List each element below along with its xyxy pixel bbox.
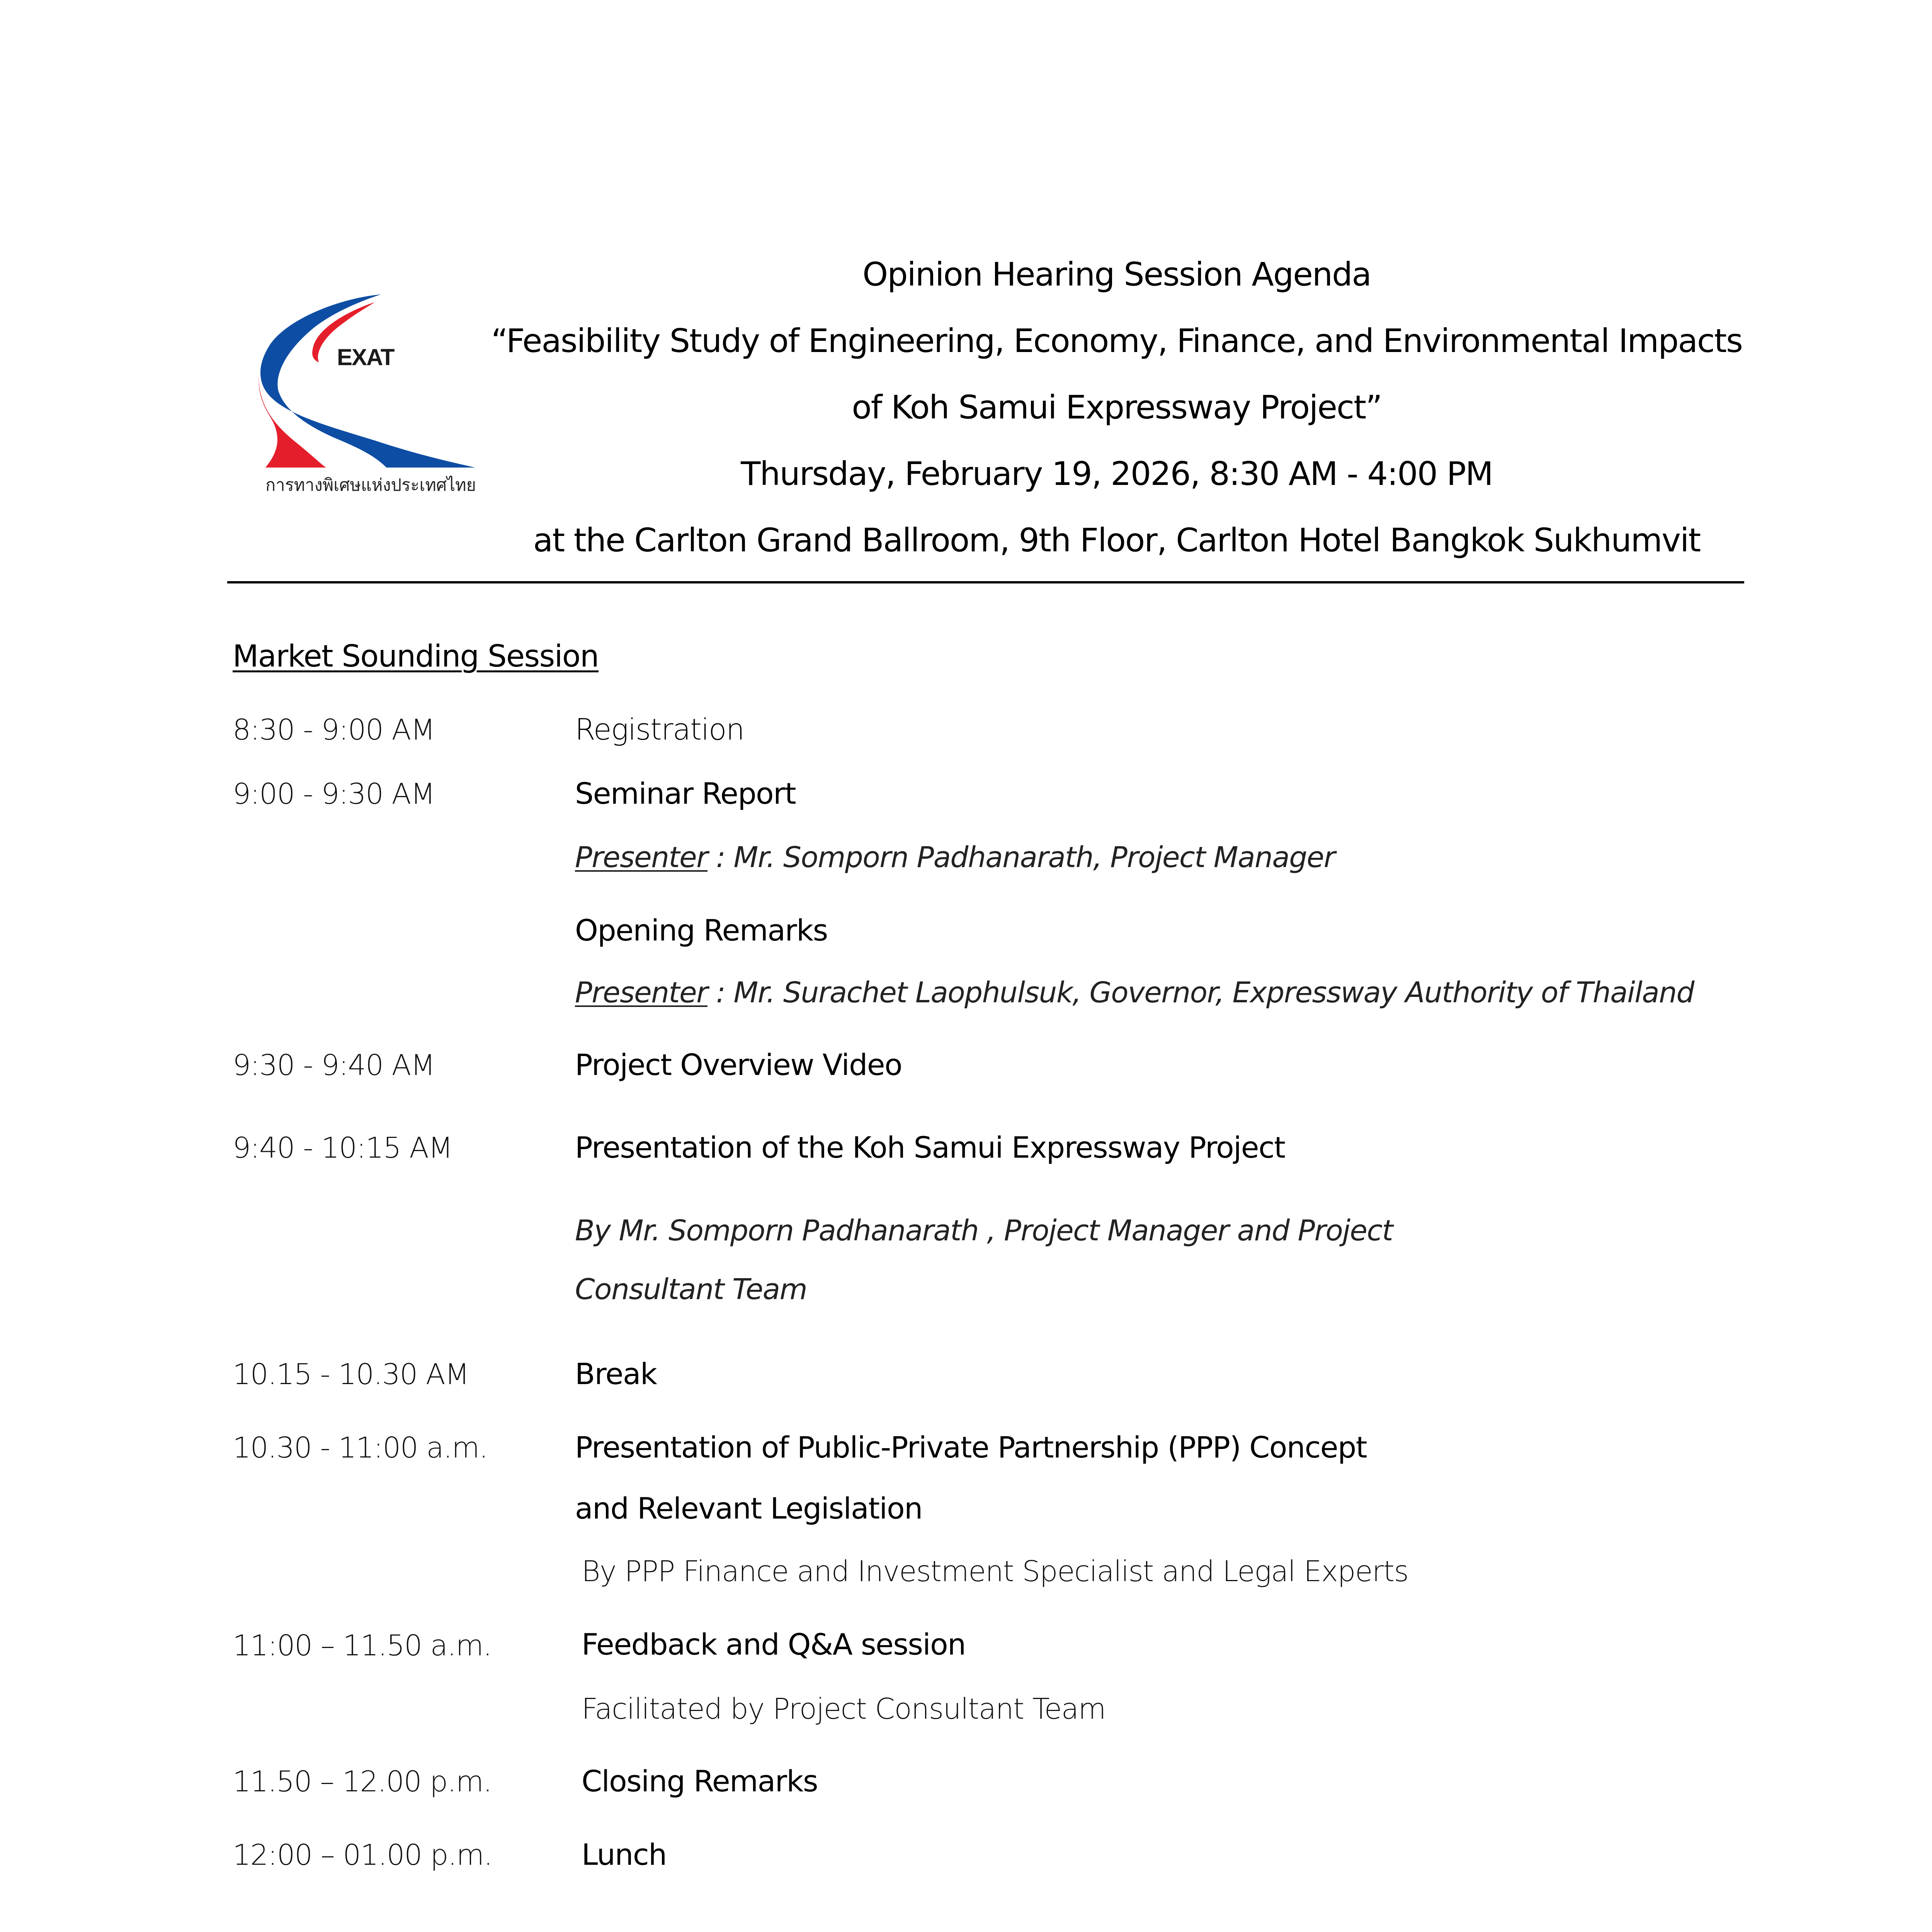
time-slot: 12:00 – 01.00 p.m. (233, 1838, 492, 1872)
agenda-activity: Feedback and Q&A session (582, 1627, 966, 1662)
presenter-label: Presenter (575, 976, 708, 1009)
agenda-activity: Seminar Report (575, 776, 796, 811)
facilitator-line: Facilitated by Project Consultant Team (582, 1692, 1106, 1726)
header-divider (227, 581, 1744, 583)
logo-exat-text: EXAT (337, 344, 394, 370)
presenter-name: : Mr. Surachet Laophulsuk, Governor, Expressway Authority of Thailand (707, 976, 1694, 1009)
facilitator-line: By PPP Finance and Investment Specialist and Legal Experts (582, 1555, 1408, 1588)
time-slot: 11.50 – 12.00 p.m. (233, 1765, 492, 1798)
agenda-activity: Presentation of Public-Private Partnership (PPP) Concept (575, 1430, 1367, 1464)
presenter-line (575, 843, 1335, 872)
market-session-heading: Market Sounding Session (233, 639, 599, 674)
agenda-activity: Closing Remarks (582, 1764, 818, 1798)
presenter-name: : Mr. Somporn Padhanarath, Project Manager (707, 841, 1335, 874)
agenda-activity: Lunch (582, 1837, 667, 1872)
time-slot: 9:00 - 9:30 AM (233, 777, 435, 811)
agenda-activity: Presentation of the Koh Samui Expressway Project (575, 1130, 1285, 1165)
event-venue: at the Carlton Grand Ballroom, 9th Floor, Carlton Hotel Bangkok Sukhumvit (533, 521, 1701, 559)
presenter-label: Presenter (575, 841, 708, 874)
exat-logo (247, 286, 487, 502)
presenter-line: By Mr. Somporn Padhanarath , Project Manager and Project (575, 1214, 1393, 1247)
time-slot: 8:30 - 9:00 AM (233, 713, 435, 747)
presenter-line: Consultant Team (575, 1273, 807, 1306)
logo-thai-name: การทางพิเศษแห่งประเทศไทย (265, 475, 476, 495)
time-slot: 9:30 - 9:40 AM (233, 1049, 435, 1082)
presenter-line (575, 978, 1694, 1007)
agenda-activity: Opening Remarks (575, 913, 828, 947)
project-title-line2: of Koh Samui Expressway Project” (852, 388, 1382, 426)
time-slot: 11:00 – 11.50 a.m. (233, 1629, 492, 1662)
agenda-activity: Project Overview Video (575, 1048, 902, 1082)
event-date: Thursday, February 19, 2026, 8:30 AM - 4:00 PM (741, 455, 1493, 493)
time-slot: 10.30 - 11:00 a.m. (233, 1431, 488, 1464)
agenda-activity: Registration (575, 712, 744, 747)
project-title-line1: “Feasibility Study of Engineering, Economy, Finance, and Environmental Impacts (491, 322, 1742, 360)
agenda-activity: and Relevant Legislation (575, 1491, 922, 1526)
time-slot: 9:40 - 10:15 AM (233, 1131, 452, 1165)
agenda-activity: Break (575, 1357, 657, 1391)
agenda-title: Opinion Hearing Session Agenda (862, 255, 1371, 293)
time-slot: 10.15 - 10.30 AM (233, 1358, 469, 1391)
